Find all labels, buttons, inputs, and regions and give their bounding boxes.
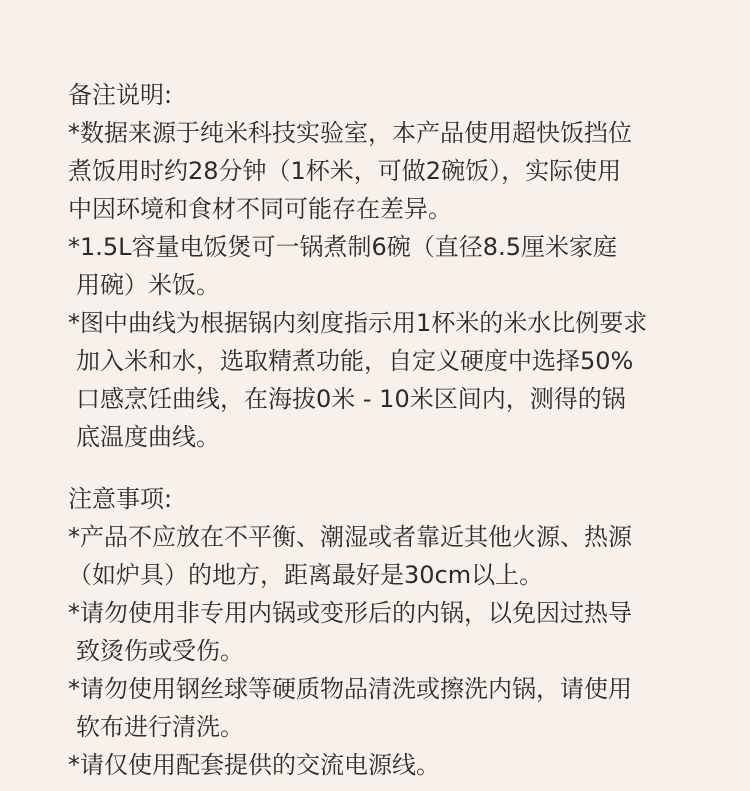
caution-line: （如炉具）的地方，距离最好是30cm以上。 <box>68 561 544 589</box>
caution-line: *请勿使用非专用内锅或变形后的内锅，以免因过热导 <box>68 599 632 627</box>
notes-heading: 备注说明: <box>68 81 173 109</box>
note-line: 用碗）米饭。 <box>76 271 220 299</box>
cautions-heading: 注意事项: <box>68 485 173 513</box>
caution-item-inner-pot <box>68 594 750 670</box>
note-line: *1.5L容量电饭煲可一锅煮制6碗（直径8.5厘米家庭 <box>68 233 617 261</box>
note-line: 底温度曲线。 <box>76 423 220 451</box>
caution-item-placement <box>68 518 750 594</box>
note-line: 煮饭用时约28分钟（1杯米，可做2碗饭），实际使用 <box>68 157 622 185</box>
caution-item-power-cord <box>68 746 750 784</box>
caution-line: *产品不应放在不平衡、潮湿或者靠近其他火源、热源 <box>68 523 632 551</box>
note-line: 加入米和水，选取精煮功能，自定义硬度中选择50% <box>76 347 634 375</box>
note-item-data-source <box>68 114 750 228</box>
notes-section <box>68 76 750 456</box>
caution-line: 软布进行清洗。 <box>76 713 244 741</box>
note-line: 口感烹饪曲线，在海拔0米 - 10米区间内，测得的锅 <box>76 385 626 413</box>
note-item-curve <box>68 304 750 456</box>
note-item-capacity <box>68 228 750 304</box>
caution-item-cleaning <box>68 670 750 746</box>
caution-line: *请仅使用配套提供的交流电源线。 <box>68 751 440 779</box>
note-line: *图中曲线为根据锅内刻度指示用1杯米的米水比例要求 <box>68 309 648 337</box>
caution-line: 致烫伤或受伤。 <box>76 637 244 665</box>
caution-line: *请勿使用钢丝球等硬质物品清洗或擦洗内锅，请使用 <box>68 675 632 703</box>
cautions-section <box>68 480 750 784</box>
note-line: 中因环境和食材不同可能存在差异。 <box>68 195 452 223</box>
note-line: *数据来源于纯米科技实验室，本产品使用超快饭挡位 <box>68 119 632 147</box>
